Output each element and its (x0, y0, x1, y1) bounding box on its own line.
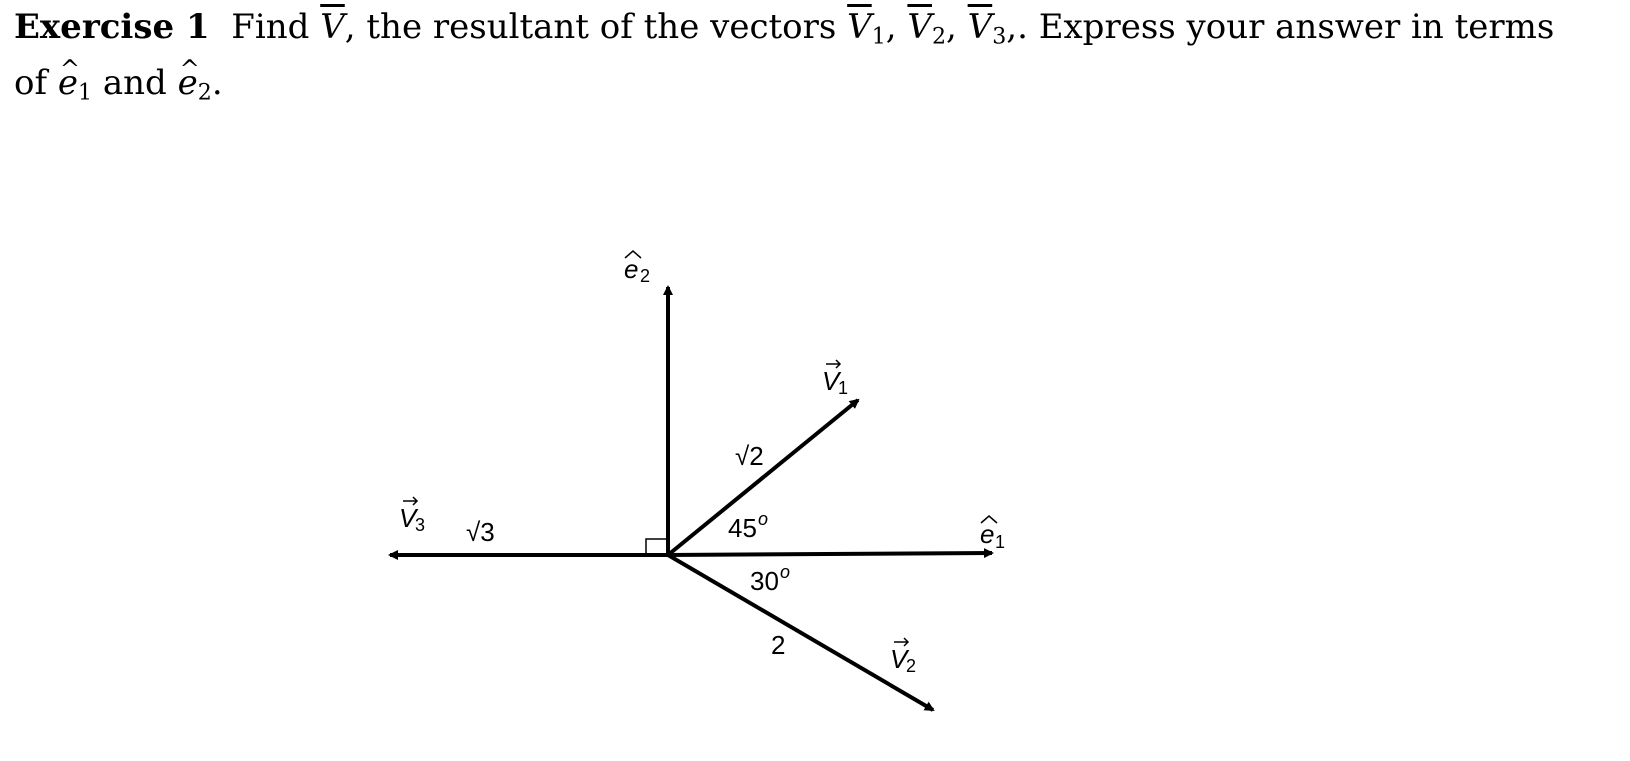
vector-v2-angle-degree: o (780, 562, 791, 582)
vector-v1-letter: V (822, 366, 840, 396)
and-word: and (102, 62, 167, 103)
axis-e2-label (624, 251, 650, 286)
comma-1: , (885, 7, 897, 47)
unit-e2-symbol: ^ e (178, 60, 198, 106)
vector-v2-angle (750, 562, 790, 596)
vector-v1-label-subscript: 1 (838, 378, 849, 398)
of-word: of (14, 62, 48, 103)
axis-e1-subscript: 1 (995, 532, 1006, 552)
vector-v1-angle (728, 509, 768, 543)
vector-v2-angle-value: 30 (750, 566, 779, 596)
axis-e2-subscript: 2 (640, 266, 651, 286)
axis-e1-label (980, 516, 1005, 552)
vector-v2-label-subscript: 2 (906, 656, 917, 676)
exercise-label: Exercise 1 (14, 7, 210, 47)
vector-v3-label-subscript: 3 (415, 515, 426, 535)
vector-v2-magnitude: 2 (771, 630, 786, 660)
vector-v1-arrow (668, 400, 858, 555)
vector-v3-magnitude: √3 (466, 517, 495, 547)
axis-e1-letter: e (980, 519, 995, 549)
statement-middle: , the resultant of the vectors (344, 7, 837, 47)
right-angle-marker (646, 539, 668, 555)
unit-e2-subscript: 2 (197, 79, 212, 106)
vector-v2-subscript: 2 (931, 23, 947, 50)
vector-v3-label (399, 497, 425, 535)
vector-v2-symbol: $\overline{V}$ (907, 7, 932, 47)
vector-v2-label (890, 638, 916, 676)
unit-e1-symbol: ^ e (58, 60, 78, 106)
vector-v3-letter: V (399, 503, 417, 533)
vector-v2-arrow (668, 555, 933, 710)
vector-v1-symbol: $\overline{V}$ (847, 7, 872, 47)
resultant-symbol: $\overline{V}$ (320, 7, 345, 47)
vector-v3-subscript: 3 (992, 23, 1007, 50)
vector-v1-magnitude: √2 (735, 441, 764, 471)
vector-v1-angle-value: 45 (728, 513, 757, 543)
vector-v1-angle-degree: o (758, 509, 769, 529)
axis-e1-arrow (668, 553, 992, 555)
vector-v2-letter: V (890, 644, 908, 674)
vector-v3-symbol: $\overline{V}$ (967, 7, 993, 47)
statement-end: . (211, 62, 223, 103)
statement-tail: ,. Express your answer in terms (1006, 7, 1555, 47)
vector-v1-subscript: 1 (871, 23, 886, 50)
unit-e1-subscript: 1 (78, 79, 93, 106)
axis-e2-letter: e (624, 254, 639, 284)
comma-2: , (946, 7, 957, 47)
vector-v1-label (822, 360, 848, 398)
find-word: Find (231, 7, 310, 47)
